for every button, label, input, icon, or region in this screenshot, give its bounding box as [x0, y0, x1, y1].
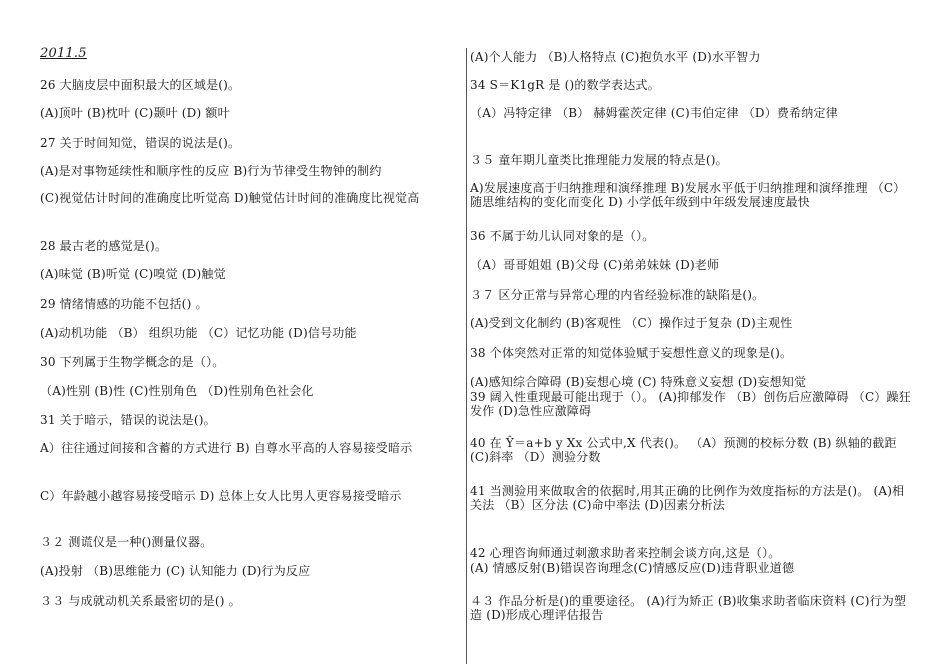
question-36-stem: 36 不属于幼儿认同对象的是（）。	[470, 229, 655, 243]
question-29-stem: 29 情绪情感的功能不包括() 。	[40, 297, 208, 311]
column-divider	[466, 48, 467, 664]
question-27-options-2: (C)视觉估计时间的准确度比听觉高 D)触觉估计时间的准确度比视觉高	[40, 191, 420, 205]
question-43-text: ４３ 作品分析是()的重要途径。 (A)行为矫正 (B)收集求助者临床资料 (C)行为塑造 (D)形成心理评估报告	[470, 594, 907, 622]
question-34-stem: 34 S＝K1gR 是 ()的数学表达式。	[470, 78, 660, 92]
question-28-stem: 28 最古老的感觉是()。	[40, 239, 168, 253]
question-36-options: （A）哥哥姐姐 (B)父母 (C)弟弟妹妹 (D)老师	[470, 258, 720, 272]
question-33-stem: ３３ 与成就动机关系最密切的是() 。	[40, 594, 241, 608]
question-30-options: （A)性别 (B)性 (C)性别角色 （D)性别角色社会化	[40, 384, 314, 398]
question-42-options: (A) 情感反射(B)错误咨询理念(C)情感反应(D)违背职业道德	[470, 561, 795, 575]
question-26-stem: 26 大脑皮层中面积最大的区域是()。	[40, 78, 241, 92]
question-29-options: (A)动机功能 （B） 组织功能 （C）记忆功能 (D)信号功能	[40, 326, 357, 340]
question-40-text: 40 在 Ŷ＝a+b y Xx 公式中,X 代表()。 （A）预测的校标分数 (B) 纵轴的截距 (C)斜率 （D）测验分数	[470, 436, 897, 464]
question-38-options: (A)感知综合障碍 (B)妄想心境 (C) 特殊意义妄想 (D)妄想知觉	[470, 375, 807, 389]
question-31-options-2: C）年龄越小越容易接受暗示 D) 总体上女人比男人更容易接受暗示	[40, 489, 402, 503]
question-39-text: 39 阔入性重现最可能出现于（）。 (A)抑郁发作 （B）创伤后应激障碍 （C）躁狂发作 (D)急性应激障碍	[470, 390, 911, 418]
document-date: 2011.5	[40, 46, 87, 61]
question-35-options: A)发展速度高于归纳推理和演绎推理 B)发展水平低于归纳推理和演绎推理 （C）随思维结构的变化而变化 D) 小学低年级到中年级发展速度最快	[470, 181, 906, 209]
question-27-stem: 27 关于时间知觉，错误的说法是()。	[40, 136, 241, 150]
question-30-stem: 30 下列属于生物学概念的是（）。	[40, 355, 225, 369]
question-32-stem: ３２ 测谎仪是一种()测量仪器。	[40, 535, 213, 549]
question-32-options: (A)投射 （B)思维能力 (C) 认知能力 (D)行为反应	[40, 564, 311, 578]
question-31-options-1: A）往往通过间接和含蓄的方式进行 B) 自尊水平高的人容易接受暗示	[40, 441, 413, 455]
question-33-options: (A)个人能力 （B)人格特点 (C)抱负水平 (D)水平智力	[470, 50, 761, 64]
question-31-stem: 31 关于暗示，错误的说法是()。	[40, 413, 216, 427]
question-42-stem: 42 心理咨询师通过刺激求助者来控制会谈方向,这是（）。	[470, 546, 781, 560]
question-34-options: （A）冯特定律 （B） 赫姆霍茨定律 (C)韦伯定律 （D）费希纳定律	[470, 106, 838, 120]
question-38-stem: 38 个体突然对正常的知觉体验赋于妄想性意义的现象是()。	[470, 346, 793, 360]
question-41-text: 41 当测验用来做取舍的依据时,用其正确的比例作为效度指标的方法是()。 (A)相关法 （B）区分法 (C)命中率法 (D)因素分析法	[470, 484, 905, 512]
question-37-stem: ３７ 区分正常与异常心理的内省经验标准的缺陷是()。	[470, 288, 765, 302]
question-35-stem: ３５ 童年期儿童类比推理能力发展的特点是()。	[470, 153, 728, 167]
question-26-options: (A)顶叶 (B)枕叶 (C)颞叶 (D) 额叶	[40, 106, 230, 120]
question-28-options: (A)味觉 (B)听觉 (C)嗅觉 (D)触觉	[40, 267, 226, 281]
question-27-options-1: (A)是对事物延续性和顺序性的反应 B)行为节律受生物钟的制约	[40, 164, 382, 178]
question-37-options: (A)受到文化制约 (B)客观性 （C）操作过于复杂 (D)主观性	[470, 316, 793, 330]
